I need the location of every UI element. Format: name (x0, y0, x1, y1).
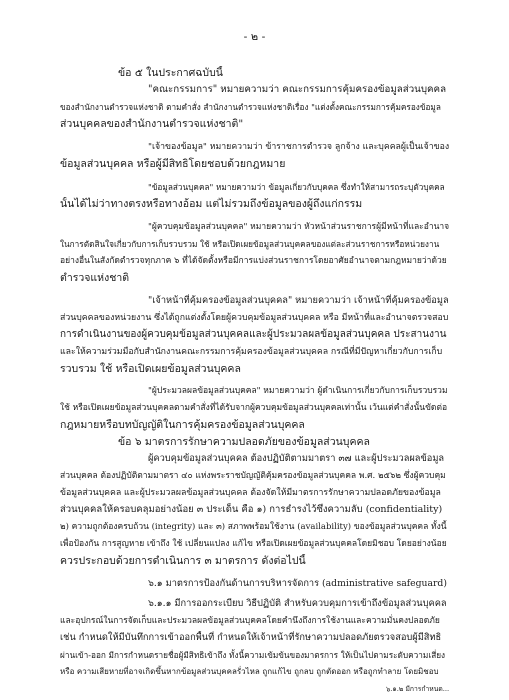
text-line: และให้ความร่วมมือกับสำนักงานคณะกรรมการคุ้มครองข้อมูลส่วนบุคคล กรณีที่มีปัญหาเกี่ยวกับการเก็บ (60, 347, 443, 357)
text-line: หรือ ความเสียหายที่อาจเกิดขึ้นหากข้อมูลส่วนบุคคลรั่วไหล ถูกแก้ไข ถูกลบ ถูกตัดออก หรือถูกทำลาย โดยมิชอบ (60, 667, 439, 676)
text-line: "เจ้าหน้าที่คุ้มครองข้อมูลส่วนบุคคล" หมายความว่า เจ้าหน้าที่คุ้มครองข้อมูล (148, 295, 449, 306)
text-line: "ผู้ควบคุมข้อมูลส่วนบุคคล" หมายความว่า หัวหน้าส่วนราชการผู้มีหน้าที่และอำนาจ (148, 222, 449, 232)
text-line: ในการตัดสินใจเกี่ยวกับการเก็บรวบรวม ใช้ หรือเปิดเผยข้อมูลส่วนบุคคลของแต่ละส่วนราชการหรือหน่วยงาน (60, 239, 440, 249)
text-line: "คณะกรรมการ" หมายความว่า คณะกรรมการคุ้มครองข้อมูลส่วนบุคคล (148, 84, 447, 95)
text-line: กฎหมายหรือบทบัญญัติในการคุ้มครองข้อมูลส่วนบุคคล (60, 419, 305, 431)
text-line: ส่วนบุคคลให้ครอบคลุมอย่างน้อย ๓ ประเด็น คือ ๑) การธำรงไว้ซึ่งความลับ (confidentiality) (60, 504, 443, 515)
text-line: ๒) ความถูกต้องครบถ้วน (integrity) และ ๓) สภาพพร้อมใช้งาน (availability) ของข้อมูลส่วนบุคคล ทั้งนี้ (60, 522, 447, 532)
text-line: "ข้อมูลส่วนบุคคล" หมายความว่า ข้อมูลเกี่ยวกับบุคคล ซึ่งทำให้สามารถระบุตัวบุคคล (148, 182, 445, 192)
text-line: ใช้ หรือเปิดเผยข้อมูลส่วนบุคคลตามคำสั่งที่ได้รับจากผู้ควบคุมข้อมูลส่วนบุคคลเท่านั้น เว้นแต่คำสั่งนั้นขัดต่อ (60, 403, 448, 413)
text-line: ส่วนบุคคล ต้องปฏิบัติตามมาตรา ๔๐ แห่งพระราชบัญญัติคุ้มครองข้อมูลส่วนบุคคล พ.ศ. ๒๕๖๒ ซึ่งผู้ควบคุม (60, 471, 446, 481)
text-line: การดำเนินงานของผู้ควบคุมข้อมูลส่วนบุคคลและผู้ประมวลผลข้อมูลส่วนบุคคล ประสานงาน (60, 329, 447, 340)
subclause-6-1-heading: ๖.๑ มาตรการป้องกันด้านการบริหารจัดการ (administrative safeguard) (148, 578, 447, 589)
text-line: เช่น กำหนดให้มีบันทึกการเข้าออกพื้นที่ กำหนดให้เจ้าหน้าที่รักษาความปลอดภัยตรวจสอบผู้มีสิทธิ (60, 632, 442, 643)
continuation-marker: ๖.๑.๒ มีการกำหนด... (386, 685, 449, 693)
text-line: และอุปกรณ์ในการจัดเก็บและประมวลผลข้อมูลส่วนบุคคลโดยคำนึงถึงการใช้งานและความมั่นคงปลอดภัย (60, 616, 440, 626)
text-line: "เจ้าของข้อมูล" หมายความว่า ข้าราชการตำรวจ ลูกจ้าง และบุคคลผู้เป็นเจ้าของ (148, 142, 449, 152)
text-line: รวบรวม ใช้ หรือเปิดเผยข้อมูลส่วนบุคคล (60, 363, 241, 375)
text-line: ของสำนักงานตำรวจแห่งชาติ ตามคำสั่ง สำนักงานตำรวจแห่งชาติเรื่อง "แต่งตั้งคณะกรรมการคุ้มครองข้อมูล (60, 102, 441, 112)
clause-6-heading: ข้อ ๖ มาตรการรักษาความปลอดภัยของข้อมูลส่วนบุคคล (118, 436, 370, 448)
text-line: นั้นได้ไม่ว่าทางตรงหรือทางอ้อม แต่ไม่รวมถึงข้อมูลของผู้ถึงแก่กรรม (60, 198, 363, 210)
text-line: "ผู้ประมวลผลข้อมูลส่วนบุคคล" หมายความว่า ผู้ดำเนินการเกี่ยวกับการเก็บรวบรวม (148, 386, 448, 396)
text-line: ตำรวจแห่งชาติ (60, 272, 130, 284)
clause-5-heading: ข้อ ๕ ในประกาศฉบับนี้ (118, 67, 223, 79)
text-line: อย่างอื่นในสังกัดตำรวจทุกภาค ๖ ที่ได้จัดตั้งหรือมีการแบ่งส่วนราชการโดยอาศัยอำนาจตามกฎหมายว่าด้วย (60, 256, 447, 266)
text-line: ข้อมูลส่วนบุคคล และผู้ประมวลผลข้อมูลส่วนบุคคล ต้องจัดให้มีมาตรการรักษาความปลอดภัยของข้อมูล (60, 488, 441, 498)
text-line: ๖.๑.๑ มีการออกระเบียบ วิธีปฏิบัติ สำหรับควบคุมการเข้าถึงข้อมูลส่วนบุคคล (148, 598, 447, 609)
text-line: ข้อมูลส่วนบุคคล หรือผู้มีสิทธิโดยชอบด้วยกฎหมาย (60, 158, 286, 170)
page-number: - ๒ - (243, 30, 266, 43)
text-line: ส่วนบุคคลของหน่วยงาน ซึ่งได้ถูกแต่งตั้งโดยผู้ควบคุมข้อมูลส่วนบุคคล หรือ มีหน้าที่และอำนาจตรวจสอบ (60, 313, 449, 323)
text-line: เพื่อป้องกัน การสูญหาย เข้าถึง ใช้ เปลี่ยนแปลง แก้ไข หรือเปิดเผยข้อมูลส่วนบุคคลโดยมิชอบ โดยอย่างน้อย (60, 539, 447, 549)
text-line: ควรประกอบด้วยการดำเนินการ ๓ มาตรการ ดังต่อไปนี้ (60, 555, 306, 567)
text-line: ผู้ควบคุมข้อมูลส่วนบุคคล ต้องปฏิบัติตามมาตรา ๓๗ และผู้ประมวลผลข้อมูล (148, 453, 445, 464)
text-line: ผ่านเข้า-ออก มีการกำหนดรายชื่อผู้มีสิทธิเข้าถึง ทั้งนี้ความเข้มข้นของมาตรการ ให้เป็นไปตามระดับความเสี่ยง (60, 650, 446, 660)
text-line: ส่วนบุคคลของสำนักงานตำรวจแห่งชาติ" (60, 118, 244, 130)
